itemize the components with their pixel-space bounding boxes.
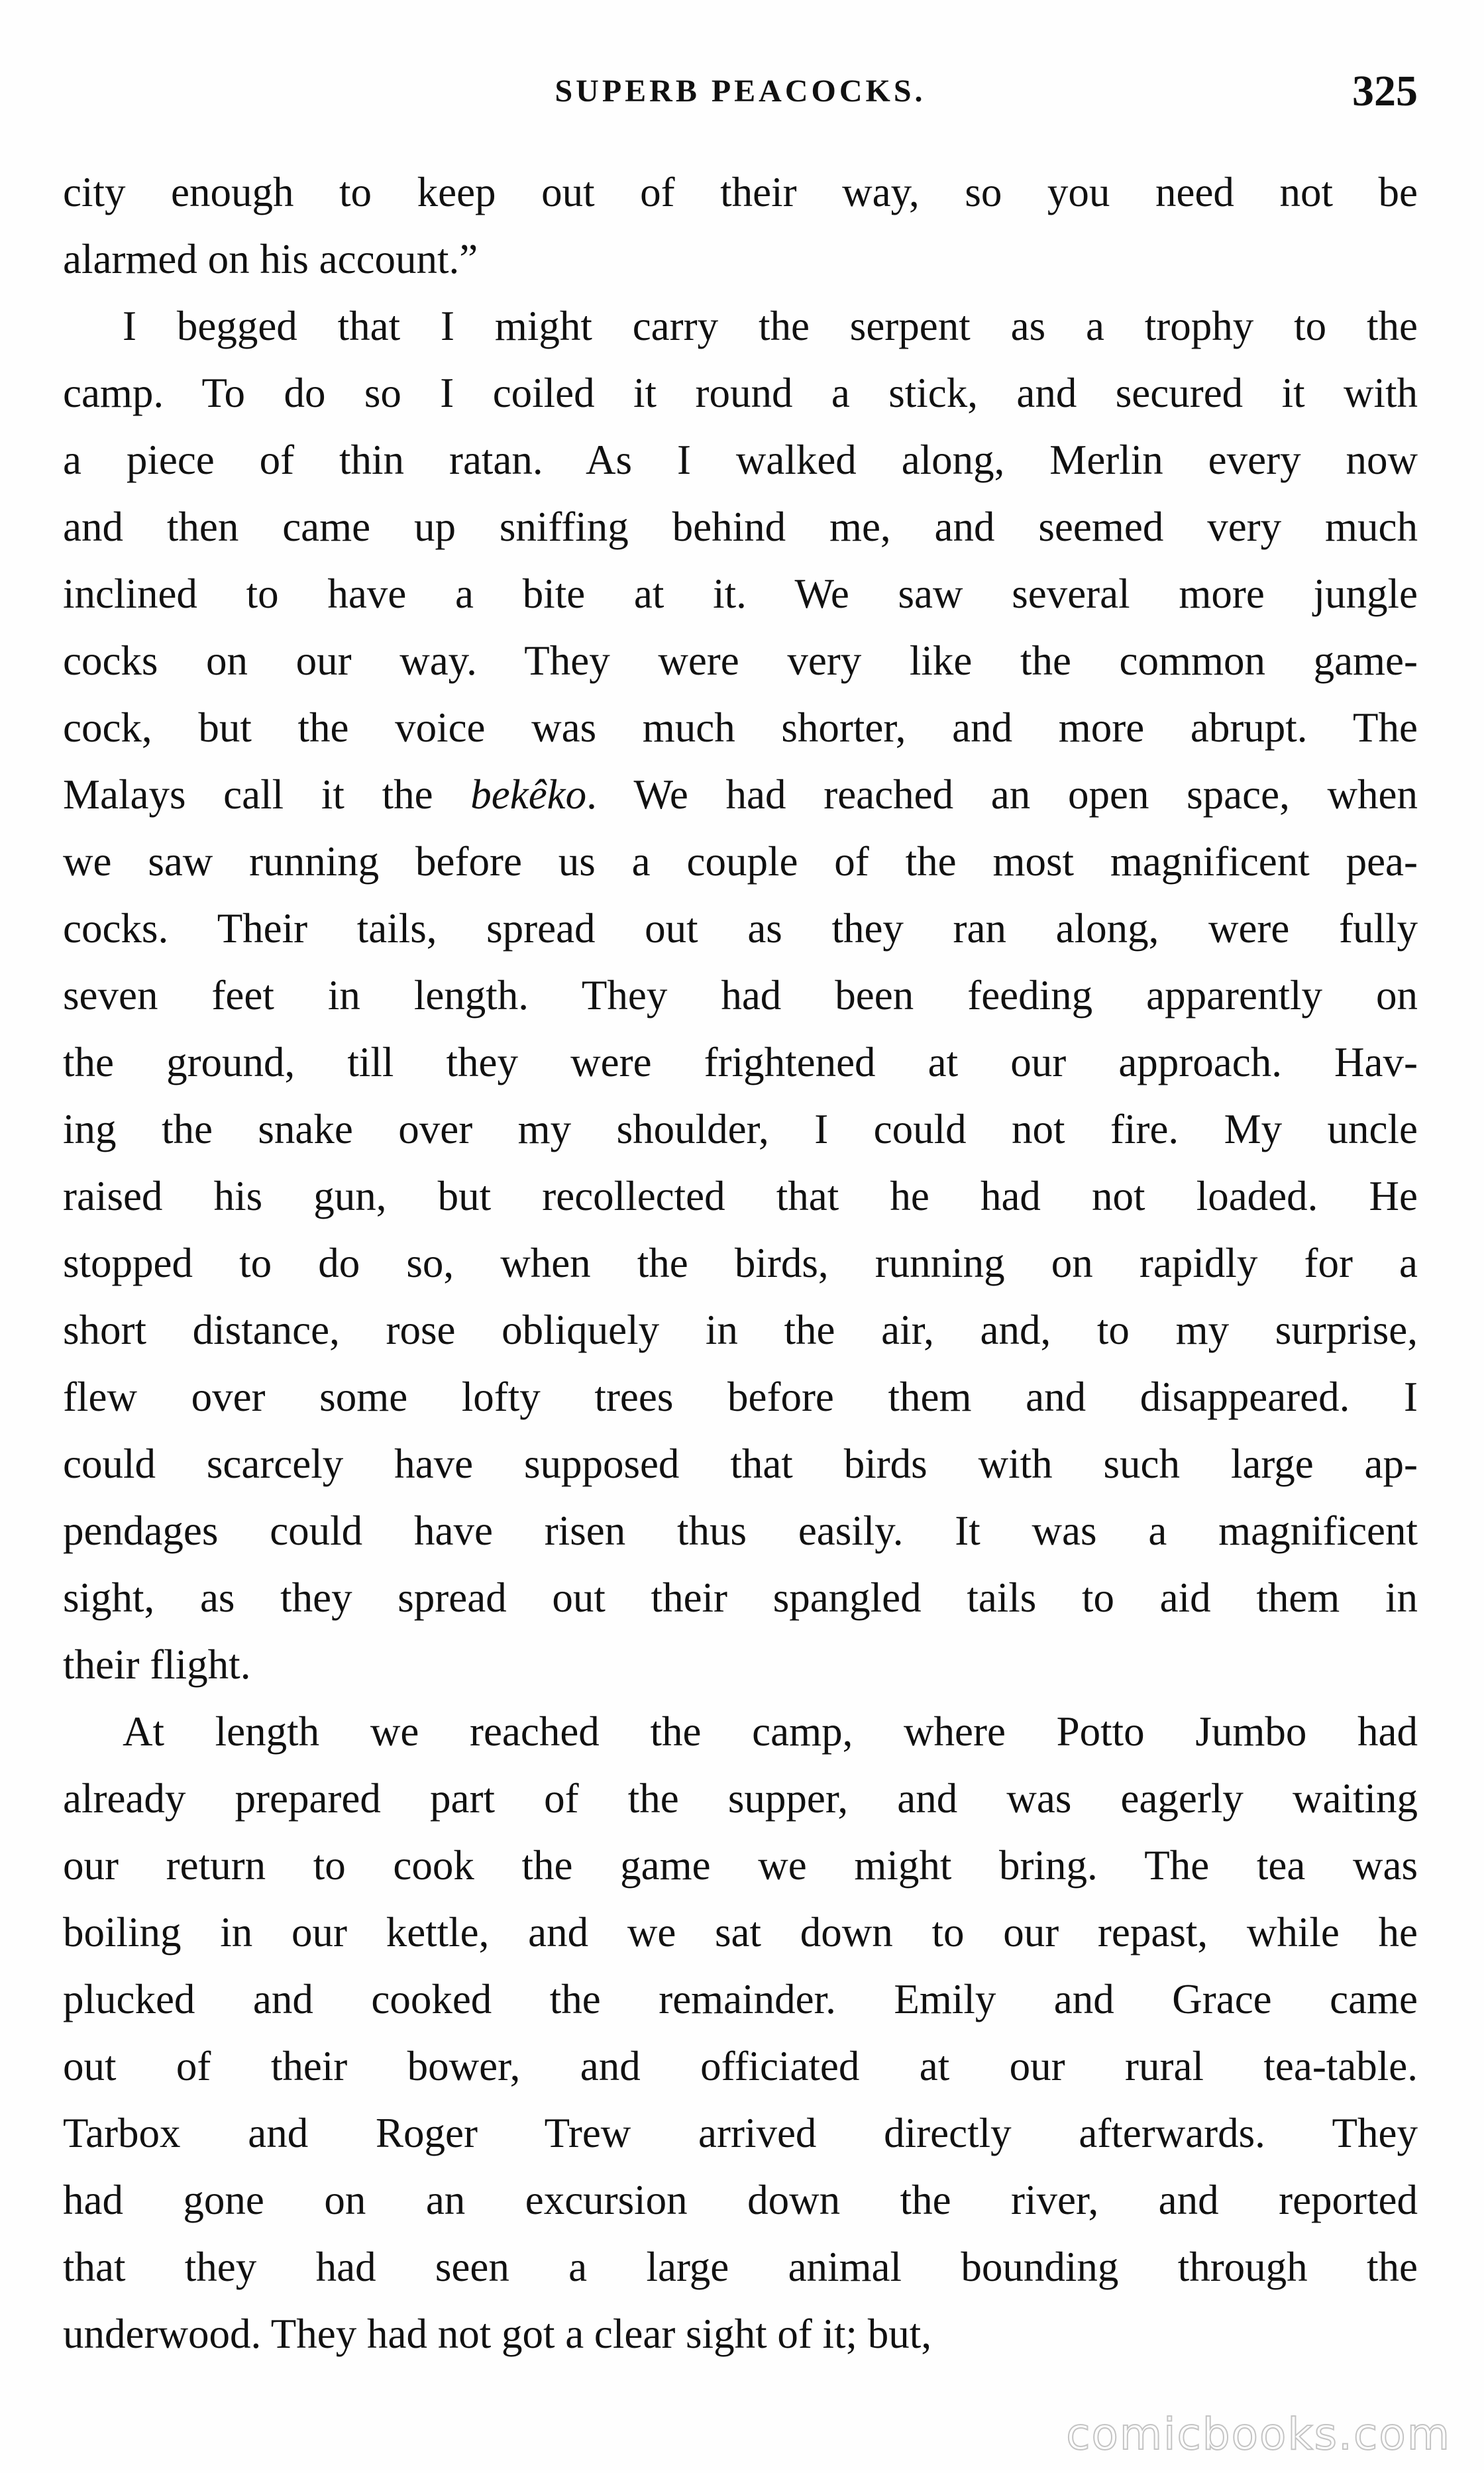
text-line: and then came up sniffing behind me, and seemed very much [63,504,1418,550]
text-line: raised his gun, but recollected that he had not loaded. He [63,1173,1418,1219]
text-line: pendages could have risen thus easily. It was a magnificent [63,1508,1418,1554]
text-line: the ground, till they were frightened at our approach. Hav- [63,1039,1418,1085]
text-line: could scarcely have supposed that birds with such large ap- [63,1441,1418,1487]
paragraph [63,293,1418,1698]
text-line: Tarbox and Roger Trew arrived directly afterwards. They [63,2110,1418,2156]
text-line: had gone on an excursion down the river, and reported [63,2177,1418,2223]
text-line: boiling in our kettle, and we sat down to our repast, while he [63,1909,1418,1955]
text-line: their flight. [63,1641,251,1688]
watermark: comicbooks.com [1066,2409,1451,2460]
text-line: cocks. Their tails, spread out as they ran along, were fully [63,905,1418,952]
page-header [63,66,1418,126]
body-text [63,159,1418,2368]
text-line: our return to cook the game we might bring. The tea was [63,1842,1418,1889]
text-line: city enough to keep out of their way, so you need not be [63,169,1418,215]
text-line: I begged that I might carry the serpent as a trophy to the [123,303,1418,349]
text-line: camp. To do so I coiled it round a stick, and secured it with [63,370,1418,416]
text-line: stopped to do so, when the birds, running on rapidly for a [63,1240,1418,1286]
text-line: At length we reached the camp, where Potto Jumbo had [123,1708,1418,1755]
text-line: alarmed on his account.” [63,236,478,282]
text-line: sight, as they spread out their spangled tails to aid them in [63,1574,1418,1621]
italic-word: bekêko [470,771,587,818]
text-line: plucked and cooked the remainder. Emily and Grace came [63,1976,1418,2022]
text-line: short distance, rose obliquely in the air, and, to my surprise, [63,1307,1418,1353]
text-line: underwood. They had not got a clear sight of it; but, [63,2311,932,2357]
text-line: already prepared part of the supper, and was eagerly waiting [63,1775,1418,1822]
text-line: out of their bower, and officiated at our rural tea-table. [63,2043,1418,2089]
text-line: cock, but the voice was much shorter, and more abrupt. The [63,704,1418,751]
text-line: seven feet in length. They had been feeding apparently on [63,972,1418,1018]
text-line: that they had seen a large animal bounding through the [63,2244,1418,2290]
running-head: SUPERB PEACOCKS. [555,74,926,109]
text-line: ing the snake over my shoulder, I could not fire. My uncle [63,1106,1418,1152]
page-number: 325 [1352,67,1418,115]
paragraph [63,1698,1418,2368]
text-line: cocks on our way. They were very like the common game- [63,637,1418,684]
text-line: inclined to have a bite at it. We saw several more jungle [63,571,1418,617]
text-line: we saw running before us a couple of the most magnificent pea- [63,838,1418,885]
paragraph [63,159,1418,293]
text-line: a piece of thin ratan. As I walked along, Merlin every now [63,437,1418,483]
text-line: Malays call it the bekêko. We had reached an open space, when [63,771,1418,818]
text-line: flew over some lofty trees before them and disappeared. I [63,1374,1418,1420]
